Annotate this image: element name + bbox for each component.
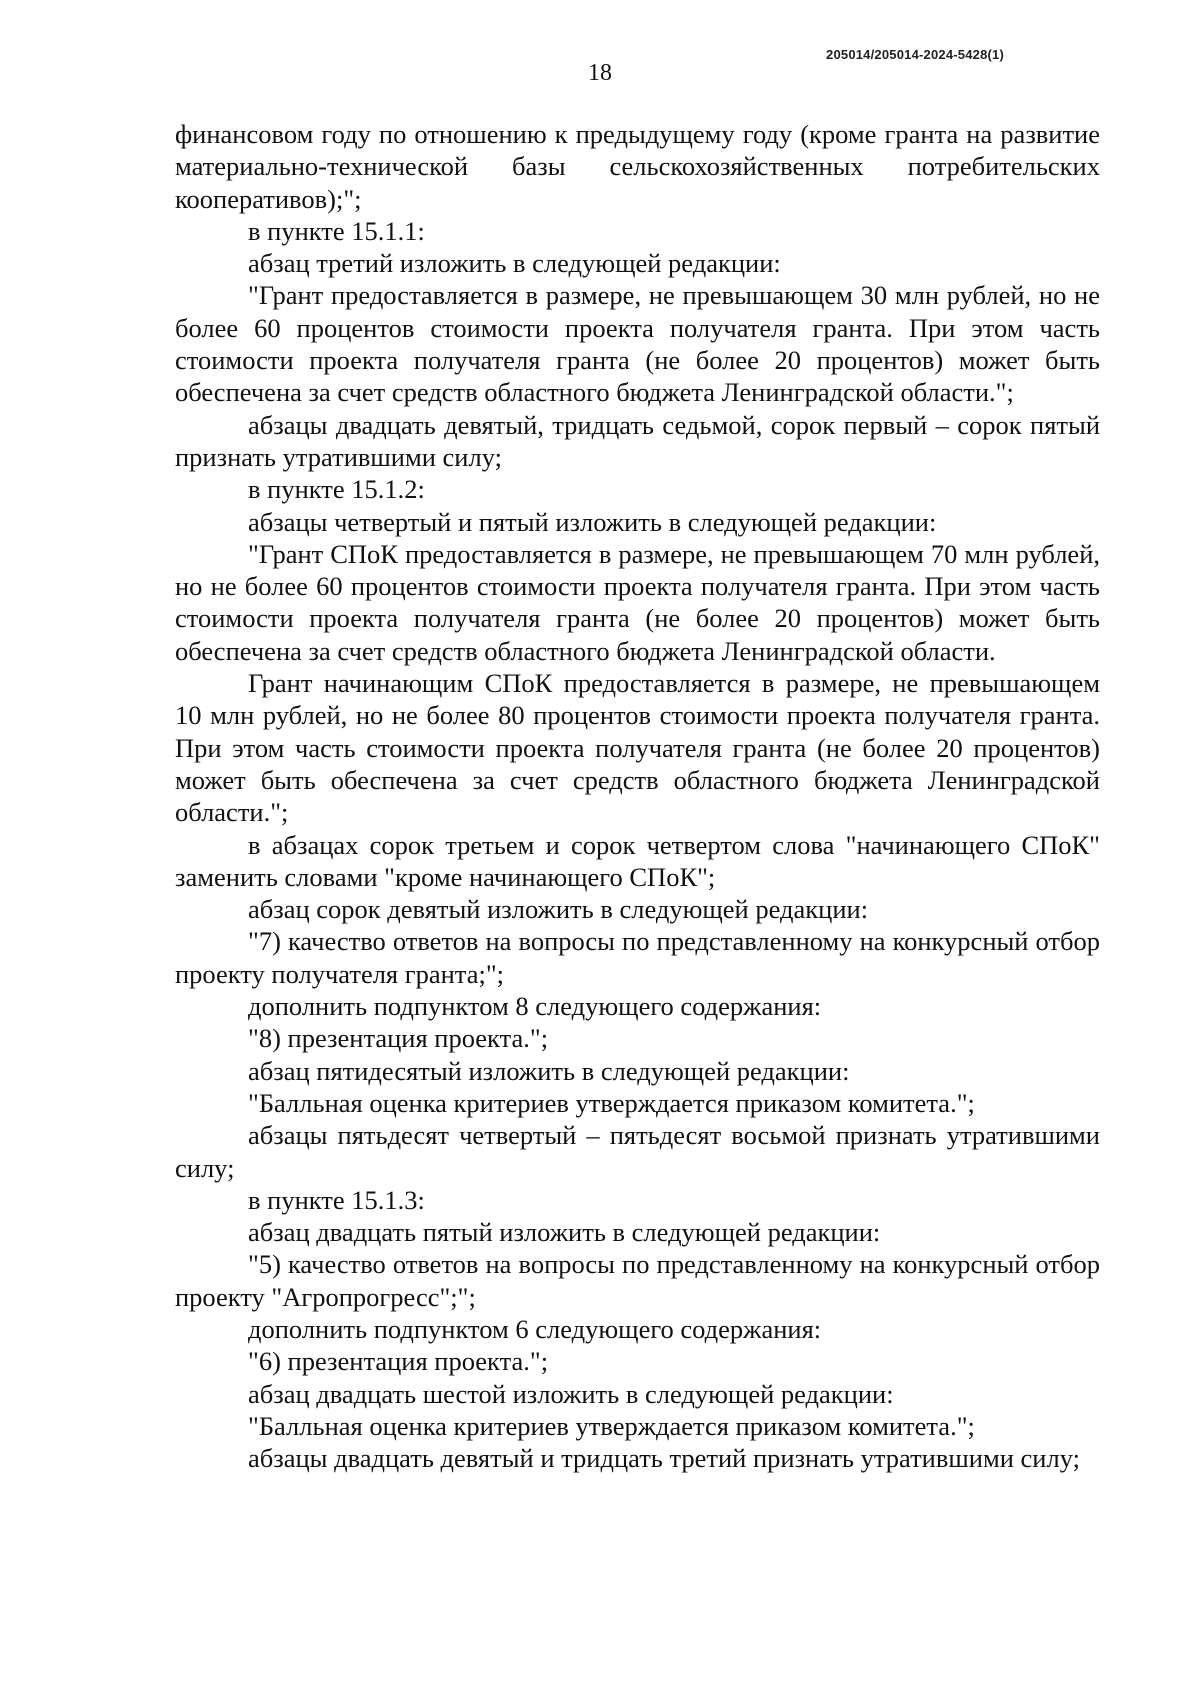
paragraph: абзац двадцать пятый изложить в следующей редакции:	[248, 1217, 881, 1248]
paragraph: абзац третий изложить в следующей редакции:	[248, 248, 781, 279]
page-number: 18	[588, 60, 612, 86]
paragraph: Грант начинающим СПоК предоставляется в размере, не превышающем 10 млн рублей, но не более 80 процентов стоимости проекта получателя гранта. При этом часть стоимости проекта получателя гранта (не более 20 процентов) может быть обеспечена за счет средств областного бюджета Ленинградской области.";	[175, 668, 1100, 828]
paragraph: абзац сорок девятый изложить в следующей редакции:	[248, 894, 869, 925]
paragraph: в пункте 15.1.2:	[248, 474, 425, 505]
paragraph: в абзацах сорок третьем и сорок четвертом слова "начинающего СПоК" заменить словами "кроме начинающего СПоК";	[175, 829, 1100, 892]
paragraph: абзацы двадцать девятый, тридцать седьмой, сорок первый – сорок пятый признать утратившими силу;	[175, 409, 1100, 472]
paragraph: абзацы четвертый и пятый изложить в следующей редакции:	[248, 506, 937, 537]
paragraph: в пункте 15.1.1:	[248, 215, 425, 246]
paragraph: в пункте 15.1.3:	[248, 1184, 425, 1215]
paragraph: "Грант СПоК предоставляется в размере, не превышающем 70 млн рублей, но не более 60 процентов стоимости проекта получателя гранта. При этом часть стоимости проекта получателя гранта (не более 20 процентов) может быть обеспечена за счет средств областного бюджета Ленинградской области.	[175, 538, 1100, 666]
paragraph: "5) качество ответов на вопросы по представленному на конкурсный отбор проекту "Агропрогресс";";	[175, 1249, 1100, 1312]
paragraph: дополнить подпунктом 6 следующего содержания:	[248, 1313, 822, 1344]
paragraph: финансовом году по отношению к предыдущему году (кроме гранта на развитие материально-технической базы сельскохозяйственных потребительских кооперативов);";	[175, 119, 1100, 214]
paragraph: "6) презентация проекта.";	[248, 1346, 549, 1377]
paragraph: абзацы пятьдесят четвертый – пятьдесят восьмой признать утратившими силу;	[175, 1120, 1100, 1183]
document-id: 205014/205014-2024-5428(1)	[826, 47, 1004, 62]
paragraph: "8) презентация проекта.";	[248, 1023, 549, 1054]
paragraph: "Балльная оценка критериев утверждается приказом комитета.";	[248, 1410, 975, 1441]
paragraph: абзацы двадцать девятый и тридцать третий признать утратившими силу;	[248, 1443, 1080, 1474]
paragraph: абзац пятидесятый изложить в следующей редакции:	[248, 1055, 850, 1086]
paragraph: дополнить подпунктом 8 следующего содержания:	[248, 991, 822, 1022]
paragraph: абзац двадцать шестой изложить в следующей редакции:	[248, 1378, 894, 1409]
document-body	[175, 118, 1100, 1474]
paragraph: "Балльная оценка критериев утверждается приказом комитета.";	[248, 1087, 975, 1118]
paragraph: "Грант предоставляется в размере, не превышающем 30 млн рублей, но не более 60 процентов стоимости проекта получателя гранта. При этом часть стоимости проекта получателя гранта (не более 20 процентов) может быть обеспечена за счет средств областного бюджета Ленинградской области.";	[175, 280, 1100, 408]
paragraph: "7) качество ответов на вопросы по представленному на конкурсный отбор проекту получателя гранта;";	[175, 926, 1100, 989]
